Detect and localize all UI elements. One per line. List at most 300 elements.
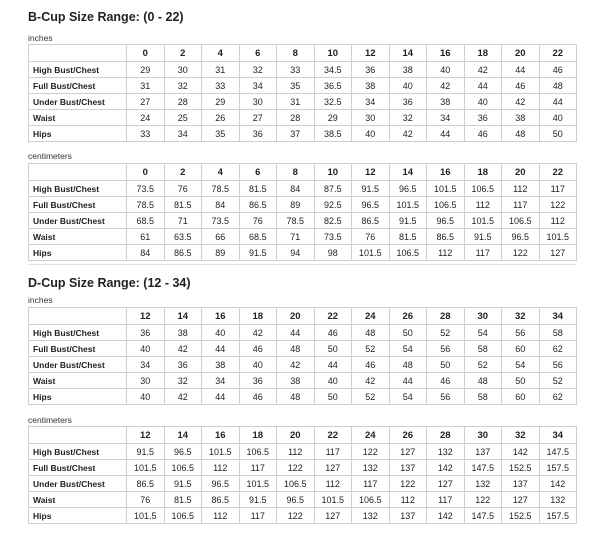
size-header-cell: 0 — [127, 45, 165, 62]
measurement-value-cell: 92.5 — [314, 197, 352, 213]
measurement-value-cell: 101.5 — [127, 508, 165, 524]
measurement-value-cell: 71 — [277, 229, 315, 245]
measurement-value-cell: 106.5 — [164, 460, 202, 476]
measurement-value-cell: 157.5 — [539, 460, 577, 476]
size-header-cell: 30 — [464, 308, 502, 325]
measurement-value-cell: 96.5 — [502, 229, 540, 245]
measurement-value-cell: 132 — [427, 444, 465, 460]
measurement-value-cell: 117 — [352, 476, 390, 492]
measurement-value-cell: 89 — [277, 197, 315, 213]
table-row — [29, 94, 577, 110]
measurement-value-cell: 33 — [277, 62, 315, 78]
measurement-value-cell: 61 — [127, 229, 165, 245]
table-header-row — [29, 45, 577, 62]
measurement-value-cell: 101.5 — [389, 197, 427, 213]
measurement-value-cell: 81.5 — [239, 181, 277, 197]
measurement-value-cell: 101.5 — [464, 213, 502, 229]
measurement-value-cell: 73.5 — [314, 229, 352, 245]
measurement-value-cell: 112 — [539, 213, 577, 229]
measurement-value-cell: 29 — [314, 110, 352, 126]
measurement-label: Under Bust/Chest — [29, 476, 127, 492]
measurement-label: High Bust/Chest — [29, 62, 127, 78]
measurement-value-cell: 68.5 — [239, 229, 277, 245]
measurement-value-cell: 132 — [352, 508, 390, 524]
size-header-cell: 10 — [314, 164, 352, 181]
measurement-label: Waist — [29, 492, 127, 508]
measurement-value-cell: 122 — [277, 460, 315, 476]
size-header-cell: 28 — [427, 308, 465, 325]
measurement-value-cell: 91.5 — [127, 444, 165, 460]
measurement-value-cell: 157.5 — [539, 508, 577, 524]
measurement-value-cell: 127 — [427, 476, 465, 492]
size-header-cell: 6 — [239, 45, 277, 62]
measurement-value-cell: 30 — [239, 94, 277, 110]
measurement-value-cell: 84 — [202, 197, 240, 213]
table-row — [29, 62, 577, 78]
size-header-cell: 16 — [427, 45, 465, 62]
measurement-value-cell: 137 — [389, 460, 427, 476]
measurement-value-cell: 34 — [239, 78, 277, 94]
size-header-cell: 12 — [127, 308, 165, 325]
measurement-value-cell: 30 — [164, 62, 202, 78]
measurement-value-cell: 40 — [352, 126, 390, 142]
measurement-value-cell: 87.5 — [314, 181, 352, 197]
measurement-value-cell: 117 — [464, 245, 502, 261]
table-row — [29, 229, 577, 245]
table-row — [29, 508, 577, 524]
measurement-value-cell: 68.5 — [127, 213, 165, 229]
measurement-value-cell: 63.5 — [164, 229, 202, 245]
measurement-value-cell: 86.5 — [239, 197, 277, 213]
measurement-label: Waist — [29, 110, 127, 126]
size-header-cell: 16 — [202, 308, 240, 325]
measurement-value-cell: 91.5 — [464, 229, 502, 245]
measurement-value-cell: 122 — [464, 492, 502, 508]
measurement-value-cell: 54 — [389, 341, 427, 357]
table-row — [29, 460, 577, 476]
measurement-value-cell: 32 — [164, 373, 202, 389]
size-header-cell: 14 — [389, 164, 427, 181]
measurement-value-cell: 40 — [539, 110, 577, 126]
table-row — [29, 341, 577, 357]
size-header-cell: 24 — [352, 308, 390, 325]
size-header-cell: 26 — [389, 427, 427, 444]
size-header-cell: 2 — [164, 45, 202, 62]
table-row — [29, 181, 577, 197]
measurement-value-cell: 54 — [502, 357, 540, 373]
measurement-value-cell: 106.5 — [502, 213, 540, 229]
measurement-value-cell: 78.5 — [127, 197, 165, 213]
measurement-value-cell: 42 — [164, 341, 202, 357]
measurement-value-cell: 132 — [352, 460, 390, 476]
measurement-value-cell: 34.5 — [314, 62, 352, 78]
measurement-value-cell: 38 — [164, 325, 202, 341]
measurement-value-cell: 28 — [164, 94, 202, 110]
size-header-cell: 32 — [502, 308, 540, 325]
measurement-value-cell: 84 — [277, 181, 315, 197]
measurement-value-cell: 38 — [502, 110, 540, 126]
measurement-value-cell: 112 — [314, 476, 352, 492]
measurement-value-cell: 37 — [277, 126, 315, 142]
measurement-value-cell: 50 — [314, 389, 352, 405]
measurement-value-cell: 101.5 — [127, 460, 165, 476]
measurement-value-cell: 86.5 — [127, 476, 165, 492]
measurement-value-cell: 71 — [164, 213, 202, 229]
measurement-value-cell: 117 — [239, 508, 277, 524]
measurement-value-cell: 112 — [502, 181, 540, 197]
measurement-label: Waist — [29, 373, 127, 389]
measurement-value-cell: 86.5 — [164, 245, 202, 261]
table-row — [29, 197, 577, 213]
measurement-label: Full Bust/Chest — [29, 460, 127, 476]
table-row — [29, 389, 577, 405]
measurement-value-cell: 48 — [464, 373, 502, 389]
measurement-value-cell: 34 — [352, 94, 390, 110]
measurement-value-cell: 44 — [202, 341, 240, 357]
measurement-value-cell: 56 — [539, 357, 577, 373]
measurement-value-cell: 32 — [389, 110, 427, 126]
section-title-d-cup: D-Cup Size Range: (12 - 34) — [28, 276, 191, 290]
measurement-value-cell: 127 — [539, 245, 577, 261]
measurement-value-cell: 60 — [502, 341, 540, 357]
measurement-value-cell: 38 — [202, 357, 240, 373]
table-row — [29, 325, 577, 341]
measurement-value-cell: 101.5 — [314, 492, 352, 508]
measurement-value-cell: 152.5 — [502, 460, 540, 476]
measurement-value-cell: 91.5 — [239, 245, 277, 261]
measurement-value-cell: 42 — [164, 389, 202, 405]
measurement-value-cell: 36 — [164, 357, 202, 373]
measurement-value-cell: 26 — [202, 110, 240, 126]
measurement-value-cell: 96.5 — [202, 476, 240, 492]
measurement-value-cell: 40 — [427, 62, 465, 78]
measurement-value-cell: 91.5 — [389, 213, 427, 229]
measurement-value-cell: 106.5 — [352, 492, 390, 508]
measurement-value-cell: 50 — [389, 325, 427, 341]
measurement-label: High Bust/Chest — [29, 181, 127, 197]
measurement-value-cell: 101.5 — [539, 229, 577, 245]
measurement-value-cell: 29 — [127, 62, 165, 78]
measurement-value-cell: 36 — [352, 62, 390, 78]
measurement-value-cell: 132 — [464, 476, 502, 492]
measurement-value-cell: 33 — [202, 78, 240, 94]
measurement-value-cell: 81.5 — [164, 492, 202, 508]
measurement-value-cell: 122 — [539, 197, 577, 213]
size-header-cell: 4 — [202, 164, 240, 181]
measurement-value-cell: 58 — [539, 325, 577, 341]
measurement-value-cell: 27 — [239, 110, 277, 126]
size-header-cell: 34 — [539, 308, 577, 325]
measurement-value-cell: 44 — [202, 389, 240, 405]
measurement-value-cell: 50 — [314, 341, 352, 357]
measurement-value-cell: 142 — [502, 444, 540, 460]
measurement-value-cell: 36 — [239, 373, 277, 389]
measurement-value-cell: 25 — [164, 110, 202, 126]
measurement-value-cell: 42 — [277, 357, 315, 373]
measurement-value-cell: 50 — [502, 373, 540, 389]
measurement-value-cell: 46 — [314, 325, 352, 341]
measurement-value-cell: 66 — [202, 229, 240, 245]
measurement-value-cell: 127 — [314, 508, 352, 524]
section-divider — [28, 264, 577, 265]
measurement-value-cell: 56 — [427, 341, 465, 357]
size-header-cell: 20 — [502, 45, 540, 62]
header-corner-cell — [29, 308, 127, 325]
size-header-cell: 12 — [127, 427, 165, 444]
measurement-value-cell: 81.5 — [164, 197, 202, 213]
size-header-cell: 20 — [502, 164, 540, 181]
measurement-value-cell: 96.5 — [164, 444, 202, 460]
size-header-cell: 14 — [164, 308, 202, 325]
measurement-value-cell: 38 — [427, 94, 465, 110]
size-header-cell: 18 — [239, 308, 277, 325]
measurement-value-cell: 44 — [502, 62, 540, 78]
measurement-value-cell: 106.5 — [277, 476, 315, 492]
measurement-value-cell: 122 — [277, 508, 315, 524]
measurement-value-cell: 46 — [352, 357, 390, 373]
size-header-cell: 22 — [539, 45, 577, 62]
measurement-value-cell: 32.5 — [314, 94, 352, 110]
table-row — [29, 213, 577, 229]
measurement-value-cell: 56 — [427, 389, 465, 405]
measurement-value-cell: 91.5 — [164, 476, 202, 492]
measurement-value-cell: 62 — [539, 389, 577, 405]
size-table — [28, 44, 577, 142]
measurement-value-cell: 137 — [502, 476, 540, 492]
measurement-value-cell: 31 — [127, 78, 165, 94]
measurement-value-cell: 101.5 — [202, 444, 240, 460]
measurement-value-cell: 38 — [389, 62, 427, 78]
measurement-value-cell: 81.5 — [389, 229, 427, 245]
measurement-value-cell: 31 — [277, 94, 315, 110]
measurement-value-cell: 54 — [464, 325, 502, 341]
measurement-value-cell: 96.5 — [389, 181, 427, 197]
unit-label-centimeters: centimeters — [28, 415, 72, 425]
measurement-value-cell: 101.5 — [239, 476, 277, 492]
size-header-cell: 30 — [464, 427, 502, 444]
measurement-value-cell: 58 — [464, 341, 502, 357]
measurement-value-cell: 52 — [352, 341, 390, 357]
measurement-value-cell: 117 — [427, 492, 465, 508]
measurement-value-cell: 46 — [464, 126, 502, 142]
measurement-value-cell: 60 — [502, 389, 540, 405]
table-row — [29, 492, 577, 508]
measurement-value-cell: 46 — [239, 389, 277, 405]
measurement-label: Hips — [29, 126, 127, 142]
measurement-label: High Bust/Chest — [29, 444, 127, 460]
measurement-label: Full Bust/Chest — [29, 197, 127, 213]
measurement-value-cell: 44 — [277, 325, 315, 341]
measurement-value-cell: 152.5 — [502, 508, 540, 524]
measurement-value-cell: 34 — [127, 357, 165, 373]
measurement-value-cell: 38 — [352, 78, 390, 94]
size-header-cell: 22 — [539, 164, 577, 181]
measurement-value-cell: 40 — [389, 78, 427, 94]
table-header-row — [29, 427, 577, 444]
measurement-value-cell: 147.5 — [464, 508, 502, 524]
size-header-cell: 14 — [164, 427, 202, 444]
measurement-value-cell: 42 — [427, 78, 465, 94]
measurement-value-cell: 58 — [464, 389, 502, 405]
size-header-cell: 12 — [352, 164, 390, 181]
measurement-value-cell: 40 — [127, 341, 165, 357]
size-header-cell: 14 — [389, 45, 427, 62]
measurement-value-cell: 78.5 — [202, 181, 240, 197]
measurement-value-cell: 44 — [464, 78, 502, 94]
measurement-label: Full Bust/Chest — [29, 78, 127, 94]
header-corner-cell — [29, 427, 127, 444]
measurement-value-cell: 86.5 — [202, 492, 240, 508]
measurement-value-cell: 142 — [427, 460, 465, 476]
measurement-value-cell: 52 — [427, 325, 465, 341]
measurement-value-cell: 44 — [539, 94, 577, 110]
measurement-value-cell: 30 — [352, 110, 390, 126]
size-header-cell: 28 — [427, 427, 465, 444]
measurement-value-cell: 112 — [389, 492, 427, 508]
measurement-value-cell: 44 — [427, 126, 465, 142]
size-header-cell: 18 — [239, 427, 277, 444]
measurement-value-cell: 147.5 — [539, 444, 577, 460]
table-row — [29, 357, 577, 373]
measurement-value-cell: 56 — [502, 325, 540, 341]
measurement-value-cell: 106.5 — [389, 245, 427, 261]
size-header-cell: 8 — [277, 164, 315, 181]
measurement-value-cell: 46 — [239, 341, 277, 357]
size-header-cell: 2 — [164, 164, 202, 181]
measurement-value-cell: 142 — [427, 508, 465, 524]
size-table — [28, 163, 577, 261]
measurement-value-cell: 127 — [389, 444, 427, 460]
size-header-cell: 34 — [539, 427, 577, 444]
size-header-cell: 20 — [277, 308, 315, 325]
size-header-cell: 22 — [314, 308, 352, 325]
measurement-value-cell: 117 — [502, 197, 540, 213]
measurement-value-cell: 106.5 — [427, 197, 465, 213]
measurement-value-cell: 147.5 — [464, 460, 502, 476]
table-row — [29, 126, 577, 142]
measurement-value-cell: 48 — [389, 357, 427, 373]
measurement-value-cell: 76 — [239, 213, 277, 229]
measurement-value-cell: 132 — [539, 492, 577, 508]
size-header-cell: 10 — [314, 45, 352, 62]
measurement-value-cell: 48 — [352, 325, 390, 341]
measurement-label: High Bust/Chest — [29, 325, 127, 341]
header-corner-cell — [29, 45, 127, 62]
table-row — [29, 245, 577, 261]
measurement-value-cell: 35 — [277, 78, 315, 94]
measurement-value-cell: 76 — [127, 492, 165, 508]
measurement-value-cell: 30 — [127, 373, 165, 389]
measurement-value-cell: 50 — [539, 126, 577, 142]
measurement-value-cell: 91.5 — [239, 492, 277, 508]
measurement-label: Full Bust/Chest — [29, 341, 127, 357]
size-header-cell: 16 — [427, 164, 465, 181]
measurement-value-cell: 101.5 — [427, 181, 465, 197]
measurement-value-cell: 112 — [427, 245, 465, 261]
measurement-value-cell: 48 — [502, 126, 540, 142]
measurement-value-cell: 78.5 — [277, 213, 315, 229]
measurement-value-cell: 122 — [502, 245, 540, 261]
measurement-value-cell: 98 — [314, 245, 352, 261]
measurement-value-cell: 46 — [427, 373, 465, 389]
measurement-value-cell: 40 — [127, 389, 165, 405]
measurement-value-cell: 117 — [314, 444, 352, 460]
size-header-cell: 26 — [389, 308, 427, 325]
table-header-row — [29, 308, 577, 325]
measurement-value-cell: 42 — [389, 126, 427, 142]
measurement-value-cell: 89 — [202, 245, 240, 261]
table-row — [29, 476, 577, 492]
measurement-value-cell: 35 — [202, 126, 240, 142]
size-header-cell: 12 — [352, 45, 390, 62]
measurement-value-cell: 117 — [239, 460, 277, 476]
measurement-value-cell: 38.5 — [314, 126, 352, 142]
measurement-value-cell: 36 — [239, 126, 277, 142]
measurement-value-cell: 52 — [352, 389, 390, 405]
measurement-value-cell: 76 — [352, 229, 390, 245]
measurement-label: Waist — [29, 229, 127, 245]
measurement-value-cell: 137 — [464, 444, 502, 460]
size-header-cell: 20 — [277, 427, 315, 444]
measurement-value-cell: 44 — [314, 357, 352, 373]
measurement-value-cell: 86.5 — [427, 229, 465, 245]
measurement-value-cell: 44 — [389, 373, 427, 389]
measurement-value-cell: 32 — [164, 78, 202, 94]
size-table — [28, 307, 577, 405]
measurement-value-cell: 48 — [277, 341, 315, 357]
measurement-label: Hips — [29, 508, 127, 524]
header-corner-cell — [29, 164, 127, 181]
measurement-value-cell: 117 — [539, 181, 577, 197]
measurement-value-cell: 112 — [202, 460, 240, 476]
unit-label-inches: inches — [28, 295, 53, 305]
section-title-b-cup: B-Cup Size Range: (0 - 22) — [28, 10, 184, 24]
measurement-label: Under Bust/Chest — [29, 213, 127, 229]
measurement-value-cell: 112 — [202, 508, 240, 524]
table-row — [29, 78, 577, 94]
measurement-value-cell: 96.5 — [352, 197, 390, 213]
measurement-value-cell: 122 — [352, 444, 390, 460]
unit-label-inches: inches — [28, 33, 53, 43]
measurement-value-cell: 34 — [202, 373, 240, 389]
measurement-value-cell: 36 — [464, 110, 502, 126]
measurement-value-cell: 96.5 — [427, 213, 465, 229]
measurement-value-cell: 36 — [389, 94, 427, 110]
measurement-value-cell: 76 — [164, 181, 202, 197]
measurement-value-cell: 42 — [352, 373, 390, 389]
measurement-value-cell: 91.5 — [352, 181, 390, 197]
size-header-cell: 0 — [127, 164, 165, 181]
measurement-value-cell: 137 — [389, 508, 427, 524]
measurement-value-cell: 29 — [202, 94, 240, 110]
measurement-value-cell: 142 — [539, 476, 577, 492]
table-header-row — [29, 164, 577, 181]
measurement-value-cell: 42 — [502, 94, 540, 110]
size-table — [28, 426, 577, 524]
measurement-value-cell: 106.5 — [239, 444, 277, 460]
table-row — [29, 444, 577, 460]
measurement-value-cell: 24 — [127, 110, 165, 126]
measurement-value-cell: 38 — [277, 373, 315, 389]
measurement-value-cell: 73.5 — [202, 213, 240, 229]
measurement-value-cell: 36.5 — [314, 78, 352, 94]
size-header-cell: 22 — [314, 427, 352, 444]
unit-label-centimeters: centimeters — [28, 151, 72, 161]
measurement-value-cell: 62 — [539, 341, 577, 357]
measurement-value-cell: 52 — [464, 357, 502, 373]
measurement-value-cell: 40 — [314, 373, 352, 389]
measurement-label: Under Bust/Chest — [29, 357, 127, 373]
